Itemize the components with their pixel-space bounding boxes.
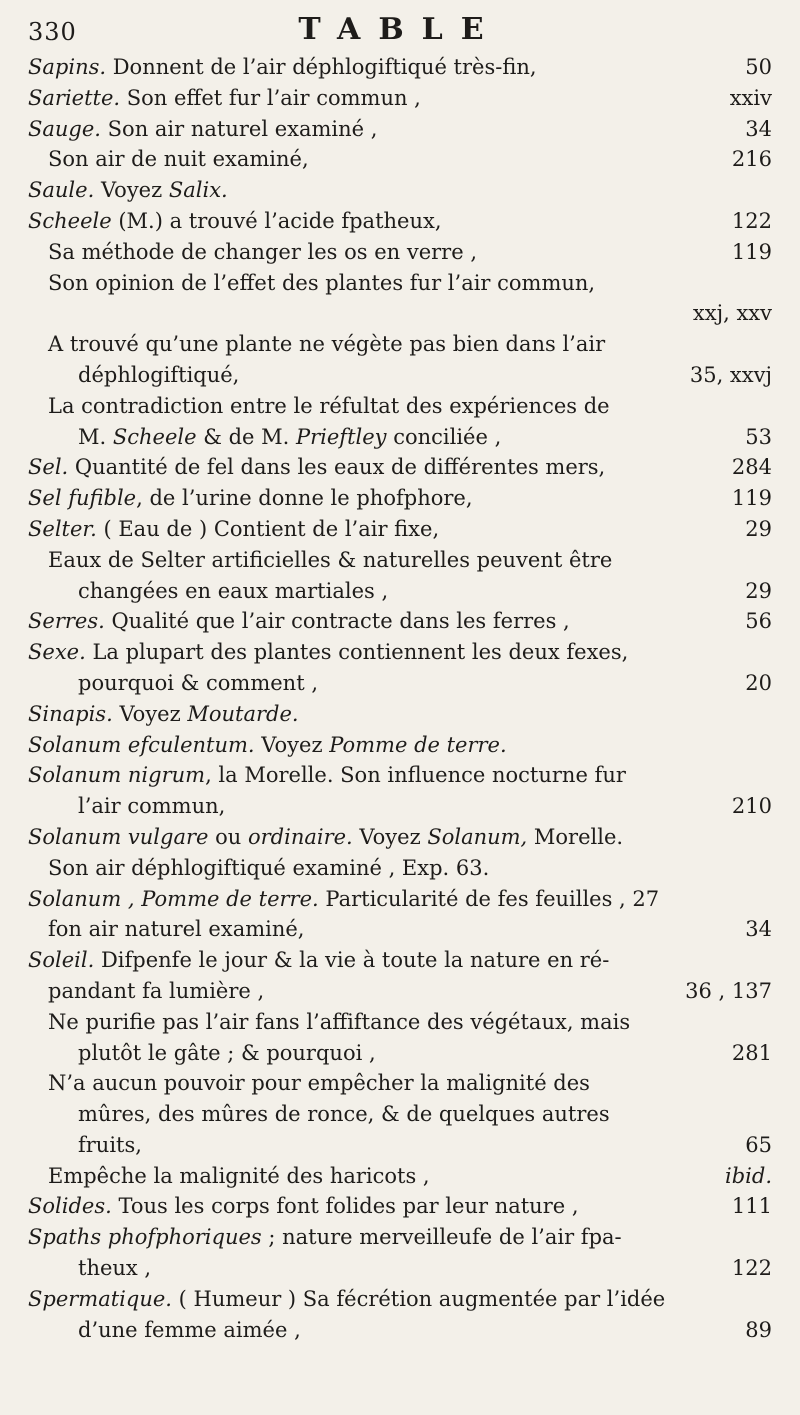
index-line bbox=[28, 268, 772, 299]
index-line bbox=[28, 360, 772, 391]
page-reference: 210 bbox=[731, 794, 772, 819]
page-reference: xxj, xxv bbox=[692, 301, 772, 326]
index-line bbox=[28, 545, 772, 576]
entry-text bbox=[48, 914, 304, 945]
entry-text bbox=[28, 945, 609, 976]
entry-body: Eaux de Selter artificielles & naturelles peuvent être bbox=[48, 547, 613, 572]
index-line bbox=[28, 976, 772, 1007]
entry-body: plutôt le gâte ; & pourquoi , bbox=[78, 1040, 376, 1065]
page-reference: 119 bbox=[731, 486, 772, 511]
entry-text bbox=[78, 422, 501, 453]
entry-body: Tous les corps font folides par leur nature , bbox=[111, 1194, 579, 1219]
entry-text bbox=[48, 1068, 590, 1099]
entry-headword: Solanum vulgare bbox=[28, 824, 209, 849]
entry-body: Son air naturel examiné , bbox=[100, 116, 378, 141]
entry-text bbox=[48, 976, 264, 1007]
entry-headword: Spermatique. bbox=[28, 1286, 172, 1311]
entry-italic: Pomme de terre. bbox=[329, 732, 507, 757]
entry-body: Son air déphlogiftiqué examiné , Exp. 63. bbox=[48, 855, 490, 880]
entry-headword: Soleil. bbox=[28, 948, 95, 973]
entry-italic: Prieftley bbox=[295, 424, 387, 449]
index-entries bbox=[28, 52, 772, 1345]
entry-body: Voyez bbox=[254, 732, 330, 757]
page-reference: 56 bbox=[745, 609, 772, 634]
entry-body: (M.) a trouvé l’acide fpatheux, bbox=[111, 208, 442, 233]
entry-body: M. bbox=[78, 424, 113, 449]
entry-body: theux , bbox=[78, 1256, 152, 1281]
page-reference: 29 bbox=[745, 516, 772, 541]
page-reference: 122 bbox=[731, 1256, 772, 1281]
entry-headword: Sapins. bbox=[28, 55, 107, 79]
entry-text bbox=[28, 1284, 665, 1315]
page-reference: 20 bbox=[745, 670, 772, 695]
entry-text bbox=[28, 730, 507, 761]
index-line bbox=[28, 452, 772, 483]
page-reference: 281 bbox=[731, 1040, 772, 1065]
entry-body: Particularité de fes feuilles , 27 bbox=[318, 886, 660, 911]
entry-text bbox=[78, 1099, 610, 1130]
index-line bbox=[28, 730, 772, 761]
entry-body: La plupart des plantes contiennent les deux fexes, bbox=[85, 640, 629, 665]
entry-italic: Scheele bbox=[112, 424, 197, 449]
entry-body: Voyez bbox=[94, 178, 169, 203]
entry-body: ou bbox=[208, 824, 248, 849]
index-line bbox=[28, 606, 772, 637]
entry-headword: Selter. bbox=[28, 516, 97, 541]
entry-text bbox=[48, 391, 610, 422]
entry-text bbox=[28, 1222, 622, 1253]
page-reference: 119 bbox=[731, 239, 772, 264]
entry-body: Ne purifie pas l’air fans l’affiftance des végétaux, mais bbox=[48, 1009, 631, 1034]
entry-text bbox=[28, 606, 570, 637]
entry-text bbox=[48, 329, 605, 360]
index-line bbox=[28, 1161, 772, 1192]
entry-body: Donnent de l’air déphlogiftiqué très-fin, bbox=[106, 55, 537, 79]
entry-body: Son effet fur l’air commun , bbox=[120, 85, 421, 110]
index-line bbox=[28, 822, 772, 853]
entry-body: Quantité de fel dans les eaux de différentes mers, bbox=[68, 455, 606, 480]
entry-body: ; nature merveilleufe de l’air fpa- bbox=[261, 1225, 622, 1250]
entry-headword: Spaths phofphoriques bbox=[28, 1225, 262, 1250]
entry-text bbox=[48, 237, 477, 268]
page-reference: 35, xxvj bbox=[689, 362, 772, 387]
page-reference: ibid. bbox=[725, 1163, 772, 1188]
entry-headword: Solanum nigrum bbox=[28, 763, 206, 788]
entry-text bbox=[78, 1038, 376, 1069]
index-line bbox=[28, 884, 772, 915]
entry-body: La contradiction entre le réfultat des expériences de bbox=[48, 393, 610, 418]
entry-headword: Solanum , Pomme de terre. bbox=[28, 886, 319, 911]
entry-text bbox=[28, 52, 537, 83]
entry-body: Son air de nuit examiné, bbox=[48, 147, 309, 172]
entry-headword: Sel fufible bbox=[28, 486, 137, 511]
index-line bbox=[28, 1284, 772, 1315]
entry-text bbox=[28, 884, 659, 915]
page-reference: 284 bbox=[731, 455, 772, 480]
index-line bbox=[28, 144, 772, 175]
index-line bbox=[28, 1191, 772, 1222]
index-line bbox=[28, 853, 772, 884]
entry-body: Difpenfe le jour & la vie à toute la nature en ré- bbox=[94, 948, 610, 973]
entry-text bbox=[78, 576, 388, 607]
entry-headword: Sel. bbox=[28, 455, 69, 480]
entry-italic: ordinaire. bbox=[247, 824, 353, 849]
entry-text bbox=[48, 1161, 430, 1192]
entry-text bbox=[28, 760, 626, 791]
entry-headword: Scheele bbox=[28, 208, 112, 233]
entry-text bbox=[28, 114, 377, 145]
index-line bbox=[28, 1099, 772, 1130]
entry-body: Voyez bbox=[352, 824, 428, 849]
entry-text bbox=[48, 545, 612, 576]
entry-body: l’air commun, bbox=[78, 794, 226, 819]
page-reference: 53 bbox=[745, 424, 772, 449]
entry-headword: Serres. bbox=[28, 609, 105, 634]
index-line bbox=[28, 1253, 772, 1284]
entry-text bbox=[28, 206, 442, 237]
entry-body: Son opinion de l’effet des plantes fur l’air commun, bbox=[48, 270, 596, 295]
entry-body: conciliée , bbox=[386, 424, 502, 449]
index-line bbox=[28, 945, 772, 976]
index-line bbox=[28, 576, 772, 607]
index-line bbox=[28, 668, 772, 699]
entry-headword: Solides. bbox=[28, 1194, 112, 1219]
index-line bbox=[28, 1315, 772, 1346]
entry-text bbox=[28, 452, 605, 483]
entry-headword: Solanum efculentum. bbox=[28, 732, 255, 757]
entry-body: N’a aucun pouvoir pour empêcher la malignité des bbox=[48, 1071, 590, 1096]
index-line bbox=[28, 237, 772, 268]
entry-headword: Sariette. bbox=[28, 85, 121, 110]
entry-text bbox=[28, 1191, 579, 1222]
entry-body: mûres, des mûres de ronce, & de quelques autres bbox=[78, 1102, 610, 1127]
page-number: 330 bbox=[28, 18, 77, 46]
index-line bbox=[28, 298, 772, 329]
entry-text bbox=[28, 175, 228, 206]
entry-headword: Sexe. bbox=[28, 640, 86, 665]
entry-body: & de M. bbox=[196, 424, 296, 449]
page-reference: 216 bbox=[731, 147, 772, 172]
entry-body: pandant fa lumière , bbox=[48, 978, 265, 1003]
page-reference: xxiv bbox=[729, 85, 772, 110]
index-line bbox=[28, 206, 772, 237]
index-line bbox=[28, 329, 772, 360]
index-line bbox=[28, 637, 772, 668]
entry-text bbox=[28, 83, 421, 114]
index-line bbox=[28, 699, 772, 730]
entry-body: Morelle. bbox=[527, 824, 624, 849]
entry-text bbox=[78, 668, 318, 699]
entry-body: fon air naturel examiné, bbox=[48, 917, 305, 942]
entry-body: , la Morelle. Son influence nocturne fur bbox=[205, 763, 626, 788]
entry-body: A trouvé qu’une plante ne végète pas bien dans l’air bbox=[48, 332, 606, 357]
page-reference: 36 , 137 bbox=[685, 978, 772, 1003]
entry-text bbox=[28, 514, 439, 545]
index-line bbox=[28, 760, 772, 791]
index-line bbox=[28, 52, 772, 83]
entry-text bbox=[78, 1253, 151, 1284]
page-reference: 34 bbox=[745, 116, 772, 141]
entry-text bbox=[78, 1315, 301, 1346]
entry-text bbox=[78, 360, 239, 391]
page-header bbox=[28, 12, 772, 48]
entry-body: Sa méthode de changer les os en verre , bbox=[48, 239, 478, 264]
index-line bbox=[28, 1068, 772, 1099]
entry-body: pourquoi & comment , bbox=[78, 670, 318, 695]
entry-body: ( Humeur ) Sa fécrétion augmentée par l’idée bbox=[171, 1286, 666, 1311]
entry-text bbox=[28, 699, 299, 730]
entry-body: déphlogiftiqué, bbox=[78, 362, 240, 387]
entry-text bbox=[48, 853, 489, 884]
entry-body: d’une femme aimée , bbox=[78, 1317, 301, 1342]
page-reference: 34 bbox=[745, 917, 772, 942]
index-line bbox=[28, 483, 772, 514]
entry-body: changées en eaux martiales , bbox=[78, 578, 389, 603]
entry-headword: Sauge. bbox=[28, 116, 101, 141]
index-line bbox=[28, 791, 772, 822]
entry-headword: Saule. bbox=[28, 178, 95, 203]
page-reference: 29 bbox=[745, 578, 772, 603]
entry-text bbox=[28, 483, 473, 514]
entry-italic: Solanum, bbox=[427, 824, 528, 849]
entry-body: fruits, bbox=[78, 1132, 142, 1157]
entry-text bbox=[78, 1130, 142, 1161]
entry-text bbox=[48, 1007, 630, 1038]
index-line bbox=[28, 1222, 772, 1253]
index-line bbox=[28, 514, 772, 545]
entry-body: Voyez bbox=[112, 701, 188, 726]
entry-text bbox=[28, 822, 623, 853]
index-line bbox=[28, 914, 772, 945]
entry-text bbox=[48, 268, 595, 299]
index-line bbox=[28, 1038, 772, 1069]
page-reference: 50 bbox=[745, 55, 772, 79]
entry-headword: Sinapis. bbox=[28, 701, 113, 726]
entry-text bbox=[28, 637, 628, 668]
entry-body: , de l’urine donne le phofphore, bbox=[136, 486, 473, 511]
index-line bbox=[28, 1007, 772, 1038]
entry-body: Empêche la malignité des haricots , bbox=[48, 1163, 430, 1188]
index-line bbox=[28, 83, 772, 114]
page-reference: 89 bbox=[745, 1317, 772, 1342]
page-reference: 65 bbox=[745, 1132, 772, 1157]
index-line bbox=[28, 1130, 772, 1161]
index-line bbox=[28, 114, 772, 145]
index-line bbox=[28, 391, 772, 422]
entry-text bbox=[78, 791, 225, 822]
index-line bbox=[28, 175, 772, 206]
index-line bbox=[28, 422, 772, 453]
entry-body: ( Eau de ) Contient de l’air fixe, bbox=[96, 516, 440, 541]
page-reference: 111 bbox=[731, 1194, 772, 1219]
entry-italic: Salix. bbox=[168, 178, 228, 203]
entry-italic: Moutarde. bbox=[187, 701, 299, 726]
running-title: TABLE bbox=[298, 12, 502, 47]
page-reference: 122 bbox=[731, 208, 772, 233]
entry-text bbox=[48, 144, 309, 175]
entry-body: Qualité que l’air contracte dans les ferres , bbox=[104, 609, 570, 634]
